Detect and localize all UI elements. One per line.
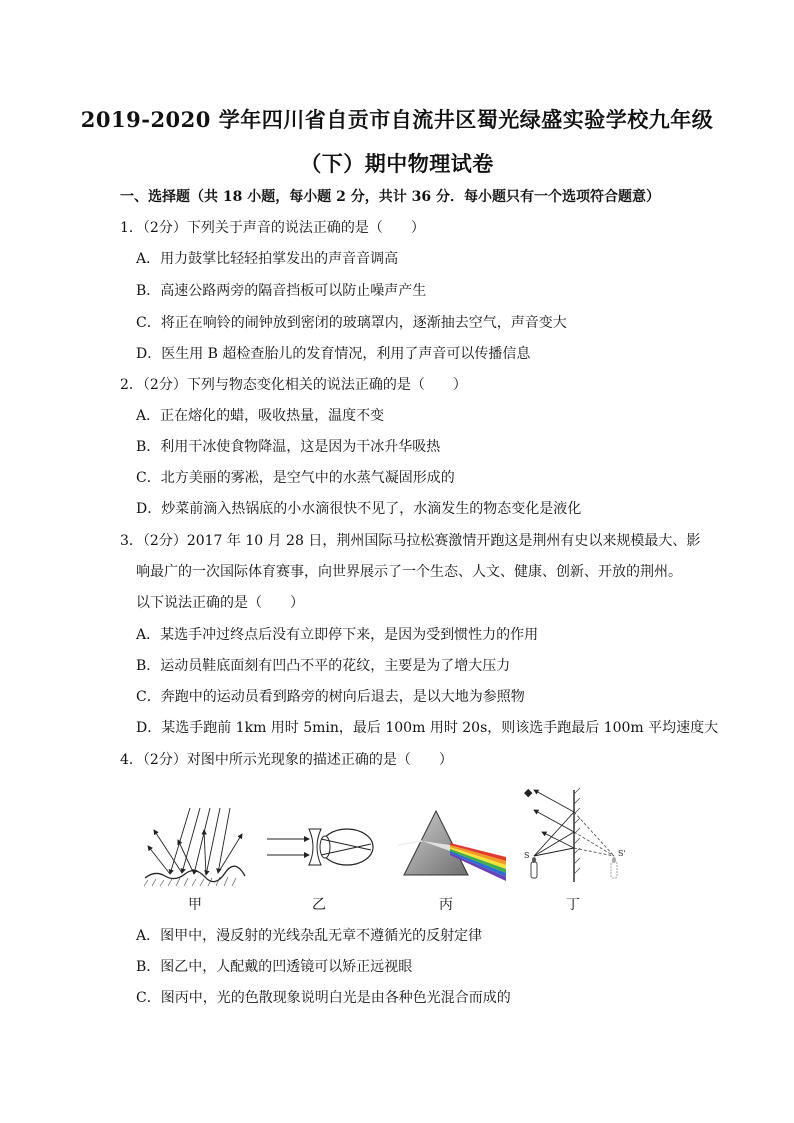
- exam-title-line1: 2019-2020 学年四川省自贡市自流井区蜀光绿盛实验学校九年级: [80, 107, 714, 132]
- question-1-option-d: D．医生用 B 超检查胎儿的发育情况，利用了声音可以传播信息: [136, 346, 531, 362]
- question-2-option-c: C．北方美丽的雾凇，是空气中的水蒸气凝固形成的: [136, 470, 455, 486]
- figure-label-jia: 甲: [188, 897, 202, 913]
- eye-mark-icon: ◆: [524, 786, 533, 799]
- section-heading: 一、选择题（共 18 小题，每小题 2 分，共计 36 分．每小题只有一个选项符合题意）: [120, 189, 660, 205]
- question-3-option-d: D．某选手跑前 1km 用时 5min，最后 100m 用时 20s，则该选手跑最后 100m 平均速度大: [136, 720, 719, 736]
- question-3-stem-line3: 以下说法正确的是（ ）: [136, 595, 304, 611]
- question-2-option-d: D．炒菜前滴入热锅底的小水滴很快不见了，水滴发生的物态变化是液化: [136, 501, 582, 517]
- figure-prism-dispersion: [398, 805, 508, 885]
- question-4-option-b: B．图乙中，人配戴的凹透镜可以矫正远视眼: [136, 959, 413, 975]
- question-1-stem: 1．（2分）下列关于声音的说法正确的是（ ）: [120, 220, 425, 236]
- figure-diffuse-reflection: [140, 800, 250, 890]
- question-3-option-a: A．某选手冲过终点后没有立即停下来，是因为受到惯性力的作用: [136, 627, 539, 643]
- figure-concave-lens-eye: [265, 825, 380, 870]
- question-3-option-b: B．运动员鞋底面刻有凹凸不平的花纹，主要是为了增大压力: [136, 658, 511, 674]
- figure-label-ding: 丁: [566, 897, 580, 913]
- question-1-option-a: A．用力鼓掌比轻轻拍掌发出的声音音调高: [136, 251, 399, 267]
- question-3-stem-line2: 响最广的一次国际体育赛事，向世界展示了一个生态、人文、健康、创新、开放的荆州。: [136, 564, 682, 580]
- source-label: S: [524, 851, 530, 860]
- figure-label-bing: 丙: [439, 897, 453, 913]
- question-4-stem: 4．（2分）对图中所示光现象的描述正确的是（ ）: [120, 752, 453, 768]
- exam-title-line2: （下）期中物理试卷: [300, 151, 494, 176]
- figure-plane-mirror: [520, 782, 640, 887]
- question-3-stem-line1: 3．（2分）2017 年 10 月 28 日，荆州国际马拉松赛激情开跑这是荆州有史以来规模最大、影: [120, 533, 701, 549]
- question-3-option-c: C．奔跑中的运动员看到路旁的树向后退去，是以大地为参照物: [136, 689, 525, 705]
- question-4-option-c: C．图丙中，光的色散现象说明白光是由各种色光混合而成的: [136, 990, 511, 1006]
- image-label: S': [618, 849, 626, 858]
- question-2-stem: 2．（2分）下列与物态变化相关的说法正确的是（ ）: [120, 377, 467, 393]
- question-2-option-a: A．正在熔化的蜡，吸收热量，温度不变: [136, 408, 385, 424]
- figure-label-yi: 乙: [312, 897, 326, 913]
- question-2-option-b: B．利用干冰使食物降温，这是因为干冰升华吸热: [136, 439, 441, 455]
- question-1-option-b: B．高速公路两旁的隔音挡板可以防止噪声产生: [136, 283, 427, 299]
- question-1-option-c: C．将正在响铃的闹钟放到密闭的玻璃罩内，逐渐抽去空气，声音变大: [136, 315, 567, 331]
- question-4-option-a: A．图甲中，漫反射的光线杂乱无章不遵循光的反射定律: [136, 928, 483, 944]
